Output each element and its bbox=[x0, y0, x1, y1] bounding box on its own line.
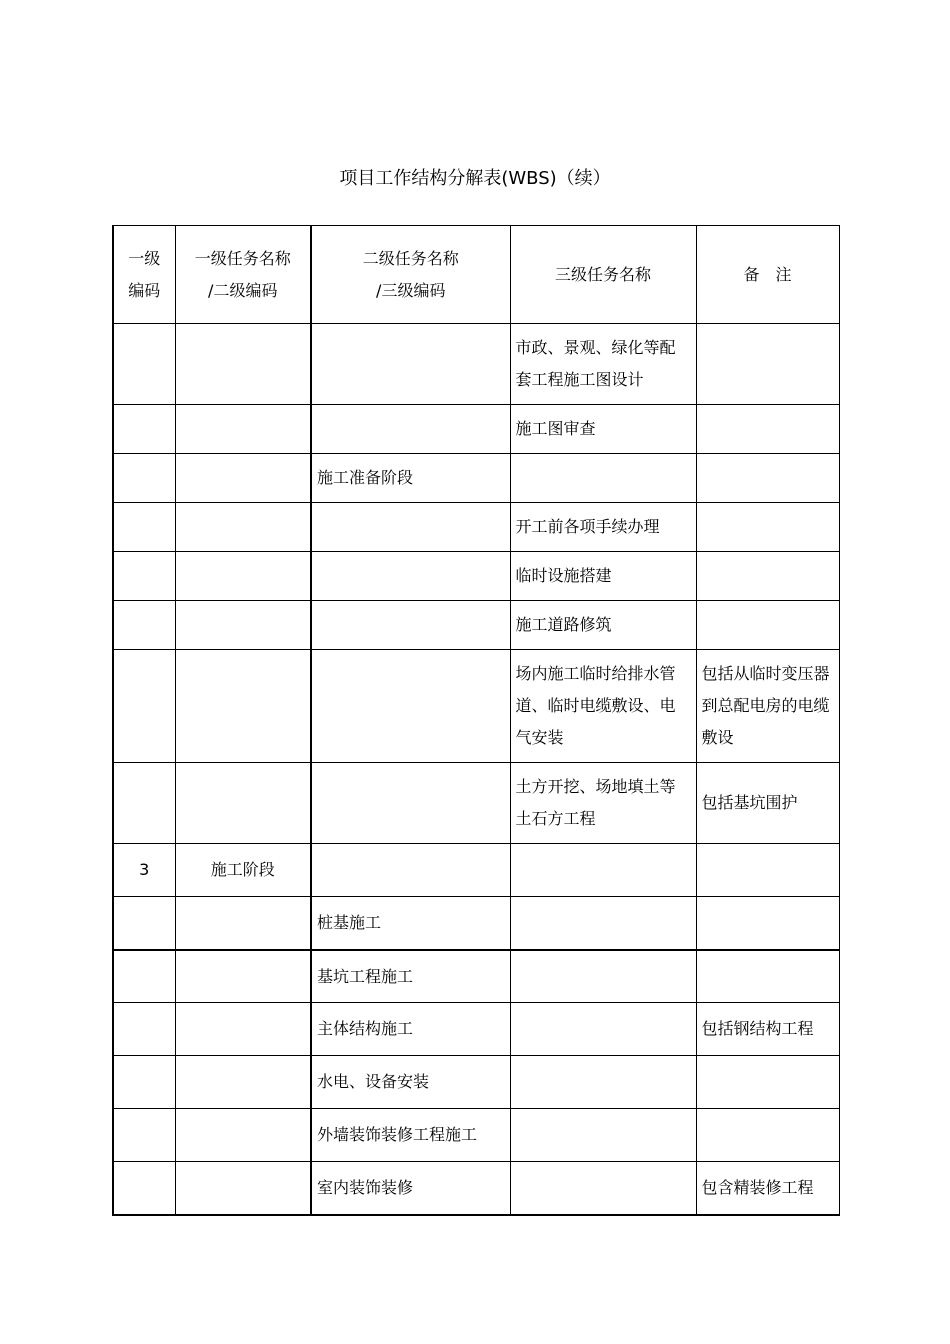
table-row bbox=[113, 1109, 839, 1162]
cell-level1 bbox=[175, 405, 311, 454]
cell-code bbox=[113, 1109, 175, 1162]
cell-level1 bbox=[175, 1056, 311, 1109]
cell-note bbox=[696, 405, 839, 454]
cell-level3 bbox=[510, 844, 696, 897]
cell-level1 bbox=[175, 601, 311, 650]
cell-code bbox=[113, 897, 175, 950]
table-row bbox=[113, 552, 839, 601]
cell-level1 bbox=[175, 1162, 311, 1215]
cell-level3: 市政、景观、绿化等配套工程施工图设计 bbox=[510, 324, 696, 405]
table-row bbox=[113, 844, 839, 897]
cell-note: 包括钢结构工程 bbox=[696, 1003, 839, 1056]
cell-level3 bbox=[510, 454, 696, 503]
cell-level2 bbox=[311, 601, 510, 650]
cell-code: 3 bbox=[113, 844, 175, 897]
cell-level3 bbox=[510, 897, 696, 950]
cell-level1 bbox=[175, 324, 311, 405]
cell-level2: 主体结构施工 bbox=[311, 1003, 510, 1056]
cell-level3: 临时设施搭建 bbox=[510, 552, 696, 601]
cell-level3: 开工前各项手续办理 bbox=[510, 503, 696, 552]
cell-code bbox=[113, 324, 175, 405]
cell-level1 bbox=[175, 650, 311, 763]
table-row bbox=[113, 503, 839, 552]
cell-level2 bbox=[311, 844, 510, 897]
cell-level3: 施工图审查 bbox=[510, 405, 696, 454]
cell-level1 bbox=[175, 503, 311, 552]
cell-note bbox=[696, 454, 839, 503]
cell-note bbox=[696, 897, 839, 950]
header-notes: 备 注 bbox=[696, 226, 839, 324]
table-row bbox=[113, 1162, 839, 1215]
cell-code bbox=[113, 601, 175, 650]
cell-note: 包括从临时变压器到总配电房的电缆敷设 bbox=[696, 650, 839, 763]
cell-code bbox=[113, 454, 175, 503]
cell-note bbox=[696, 844, 839, 897]
cell-level3 bbox=[510, 1003, 696, 1056]
header-level2-name: 二级任务名称 /三级编码 bbox=[311, 226, 510, 324]
cell-level3: 场内施工临时给排水管道、临时电缆敷设、电气安装 bbox=[510, 650, 696, 763]
cell-note bbox=[696, 1109, 839, 1162]
cell-level2: 室内装饰装修 bbox=[311, 1162, 510, 1215]
cell-level2: 外墙装饰装修工程施工 bbox=[311, 1109, 510, 1162]
cell-level2 bbox=[311, 650, 510, 763]
cell-level1 bbox=[175, 897, 311, 950]
table-row bbox=[113, 324, 839, 405]
cell-level3 bbox=[510, 1109, 696, 1162]
table-row bbox=[113, 897, 839, 950]
header-level1-name: 一级任务名称 /二级编码 bbox=[175, 226, 311, 324]
wbs-table bbox=[112, 225, 840, 1216]
cell-code bbox=[113, 763, 175, 844]
table-row bbox=[113, 1003, 839, 1056]
cell-level2 bbox=[311, 503, 510, 552]
cell-note bbox=[696, 601, 839, 650]
cell-level3 bbox=[510, 1056, 696, 1109]
cell-level3 bbox=[510, 950, 696, 1003]
cell-level1 bbox=[175, 454, 311, 503]
table-row bbox=[113, 601, 839, 650]
cell-note bbox=[696, 1056, 839, 1109]
table-row bbox=[113, 1056, 839, 1109]
table-row bbox=[113, 950, 839, 1003]
cell-note bbox=[696, 324, 839, 405]
header-level3-name: 三级任务名称 bbox=[510, 226, 696, 324]
cell-level3: 土方开挖、场地填土等土石方工程 bbox=[510, 763, 696, 844]
cell-level2 bbox=[311, 324, 510, 405]
cell-code bbox=[113, 1162, 175, 1215]
cell-note bbox=[696, 950, 839, 1003]
cell-code bbox=[113, 552, 175, 601]
cell-note: 包含精装修工程 bbox=[696, 1162, 839, 1215]
table-row bbox=[113, 650, 839, 763]
cell-level2 bbox=[311, 763, 510, 844]
table-row bbox=[113, 405, 839, 454]
cell-level1 bbox=[175, 1109, 311, 1162]
header-level1-code: 一级 编码 bbox=[113, 226, 175, 324]
cell-level1 bbox=[175, 763, 311, 844]
cell-level3 bbox=[510, 1162, 696, 1215]
table-row bbox=[113, 454, 839, 503]
table-title: 项目工作结构分解表(WBS)（续） bbox=[339, 168, 611, 189]
cell-code bbox=[113, 650, 175, 763]
cell-level1: 施工阶段 bbox=[175, 844, 311, 897]
cell-level2 bbox=[311, 405, 510, 454]
cell-level3: 施工道路修筑 bbox=[510, 601, 696, 650]
cell-level1 bbox=[175, 1003, 311, 1056]
cell-level1 bbox=[175, 552, 311, 601]
table-row bbox=[113, 763, 839, 844]
cell-code bbox=[113, 1003, 175, 1056]
cell-code bbox=[113, 1056, 175, 1109]
cell-level2 bbox=[311, 552, 510, 601]
header-row bbox=[113, 226, 839, 324]
cell-code bbox=[113, 503, 175, 552]
cell-note bbox=[696, 503, 839, 552]
cell-code bbox=[113, 950, 175, 1003]
cell-level1 bbox=[175, 950, 311, 1003]
cell-level2: 桩基施工 bbox=[311, 897, 510, 950]
cell-note bbox=[696, 552, 839, 601]
cell-level2: 基坑工程施工 bbox=[311, 950, 510, 1003]
cell-note: 包括基坑围护 bbox=[696, 763, 839, 844]
cell-level2: 水电、设备安装 bbox=[311, 1056, 510, 1109]
cell-code bbox=[113, 405, 175, 454]
cell-level2: 施工准备阶段 bbox=[311, 454, 510, 503]
